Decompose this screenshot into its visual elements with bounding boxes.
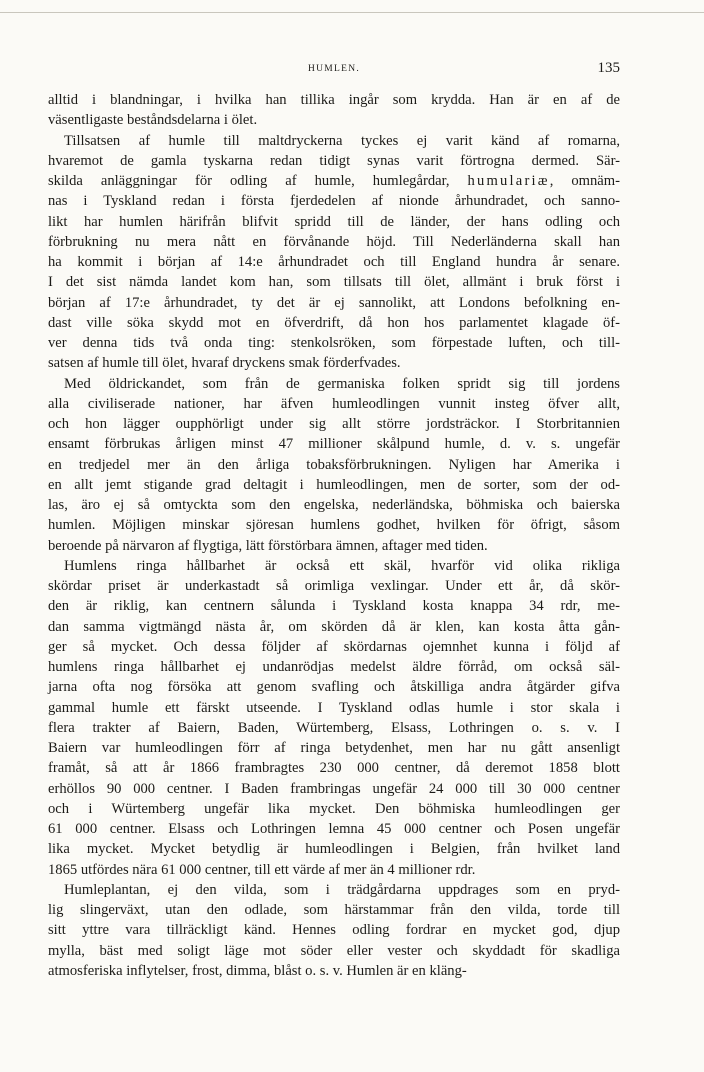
page-header — [48, 60, 620, 82]
text-line: och hon lägger oupphörligt under sig allt större jordsträckor. I Storbritannien — [48, 416, 620, 432]
text-line: alla civiliserade nationer, har äfven humleodlingen vunnit insteg öfver allt, — [48, 395, 620, 412]
text-line: sitt yttre vara tillräckligt känd. Hennes odling fordrar en mycket god, djup — [48, 922, 620, 939]
top-edge-rule — [0, 12, 704, 13]
text-line: 1865 utfördes nära 61 000 centner, till ett värde af mer än 4 millioner rdr. — [48, 861, 476, 878]
text-line: flera trakter af Baiern, Baden, Würtemberg, Elsass, Lothringen o. s. v. I — [48, 719, 620, 736]
page-number: 135 — [597, 60, 620, 76]
paragraph — [48, 556, 620, 880]
text-line: I det sist nämda landet kom han, som tillsats till ölet, allmänt i bruk först i — [48, 274, 620, 291]
text-line: skilda anläggningar för odling af humle, humlegårdar, humulariæ, omnäm- — [48, 173, 620, 189]
text-line: framåt, så att år 1866 frambragtes 230 000 centner, då deremot 1858 blott — [48, 760, 620, 777]
text-line: mylla, bäst med soligt läge mot söder eller vester och skyddadt för skadliga — [48, 942, 620, 959]
text-line: Humlens ringa hållbarhet är också ett skäl, hvarför vid olika rikliga — [64, 557, 620, 574]
text-line: jarna ofta nog försöka att genom svafling och åtskilliga andra åtgärder gifva — [48, 679, 620, 696]
text-line: förbrukning nu mera nått en förvånande höjd. Till Nederländerna skall han — [48, 233, 620, 250]
paragraph — [48, 90, 620, 131]
text-line: skördar priset är underkastadt så orimliga vexlingar. Under ett år, då skör- — [48, 578, 620, 594]
text-line: början af 17:e århundradet, ty det är ej sannolikt, att Londons befolkning en- — [48, 294, 620, 311]
text-line: humlen. Möjligen minskar sjöresan humlens godhet, hvilken för öfrigt, såsom — [48, 517, 620, 534]
text-line: Med öldrickandet, som från de germaniska folken spridt sig till jordens — [64, 375, 620, 392]
text-line: las, äro ej så omtyckta som den engelska, nederländska, böhmiska och baierska — [48, 497, 620, 513]
running-title: HUMLEN. — [307, 64, 361, 74]
paragraph — [48, 880, 620, 981]
paragraph — [48, 374, 620, 556]
text-line: en tredjedel mer än den årliga tobaksförbrukningen. Nyligen har Amerika i — [48, 456, 620, 473]
text-line: ger så mycket. Och dessa följder af skördarnas ojemnhet kunna i följd af — [48, 638, 620, 655]
text-line: ha kommit i början af 14:e århundradet och till England hundra år senare. — [48, 254, 620, 270]
text-line: hvaremot de gamla tyskarna redan tidigt synas varit förtrogna dermed. Sär- — [48, 152, 620, 169]
text-line: ensamt förbrukas årligen minst 47 millioner skålpund humle, d. v. s. ungefär — [48, 436, 620, 453]
text-line: alltid i blandningar, i hvilka han tillika ingår som krydda. Han är en af de — [48, 92, 620, 108]
text-line: en allt jemt stigande grad deltagit i humleodlingen, men de sorter, som der od- — [48, 476, 620, 493]
text-line: erhöllos 90 000 centner. I Baden frambringas ungefär 24 000 till 30 000 centner — [48, 780, 620, 797]
text-line: den är riklig, kan centnern sålunda i Tyskland kosta knappa 34 rdr, me- — [48, 598, 620, 615]
text-line: lika mycket. Mycket betydlig är humleodlingen i Belgien, från hvilket land — [48, 841, 620, 858]
text-line: satsen af humle till ölet, hvaraf dryckens smak förderfvades. — [48, 355, 401, 372]
text-line: beroende på närvaron af flygtiga, lätt förstörbara ämnen, aftager med tiden. — [48, 537, 488, 554]
text-line: humlens ringa hållbarhet ej undanrödjas medelst äldre förråd, om också säl- — [48, 659, 620, 675]
paragraph — [48, 131, 620, 374]
text-line: och i Würtemberg ungefär lika mycket. Den böhmiska humleodlingen ger — [48, 800, 620, 817]
text-line: dan samma vigtmängd nästa år, om skörden då är klen, kan kosta åtta gån- — [48, 618, 620, 635]
text-line: 61 000 centner. Elsass och Lothringen lemna 45 000 centner och Posen ungefär — [48, 821, 620, 837]
text-line: lig slingerväxt, utan den odlade, som härstammar från den vilda, torde till — [48, 902, 620, 918]
text-line: likt har humlen härifrån blifvit spridd till de länder, der hans odling och — [48, 213, 620, 230]
text-line: Tillsatsen af humle till maltdryckerna tyckes ej varit känd af romarna, — [64, 132, 620, 149]
body-text — [48, 90, 620, 981]
text-line: atmosferiska inflytelser, frost, dimma, blåst o. s. v. Humlen är en kläng- — [48, 962, 467, 979]
text-line: dast ville söka skydd mot en öfverdrift, då hon hos parlamentet klagade öf- — [48, 314, 620, 331]
text-line: nas i Tyskland redan i första fjerdedelen af nionde århundradet, och sanno- — [48, 193, 620, 210]
text-line: Baiern var humleodlingen förr af ringa betydenhet, men har nu gått ansenligt — [48, 740, 620, 756]
text-line: väsentligaste beståndsdelarna i ölet. — [48, 112, 258, 129]
emphasized-term: humulariæ — [467, 173, 550, 189]
text-line: ver denna tids två onda ting: stenkolsröken, som förpestade luften, och till- — [48, 335, 620, 351]
text-line: Humleplantan, ej den vilda, som i trädgårdarna uppdrages som en pryd- — [64, 881, 620, 898]
text-line: gammal humle ett färskt utseende. I Tyskland odlas humle i stor skala i — [48, 699, 620, 716]
